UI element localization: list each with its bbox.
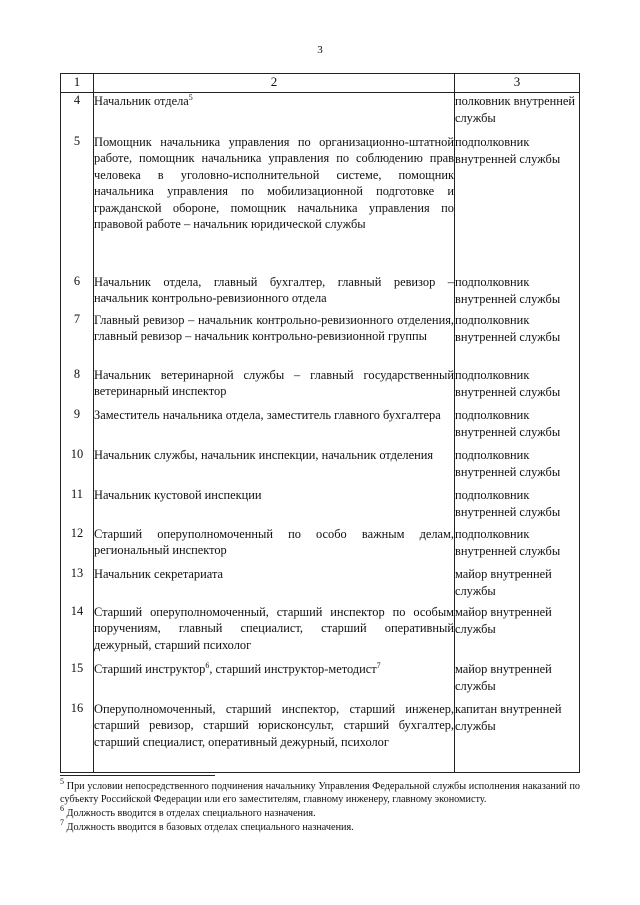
rank-cell: майор внутренней службы — [455, 604, 580, 661]
rank-cell: подполковник внутренней службы — [455, 447, 580, 487]
position-cell: Начальник ветеринарной службы – главный государственный ветеринарный инспектор — [94, 367, 455, 407]
row-number: 16 — [61, 701, 94, 773]
position-cell: Начальник секретариата — [94, 566, 455, 604]
footnote — [60, 818, 580, 834]
table-row — [61, 274, 580, 312]
table-row — [61, 93, 580, 134]
table-row — [61, 526, 580, 566]
rank-cell: майор внутренней службы — [455, 661, 580, 701]
table-row — [61, 407, 580, 447]
table-row — [61, 447, 580, 487]
position-cell: Заместитель начальника отдела, заместитель главного бухгалтера — [94, 407, 455, 447]
table-row — [61, 487, 580, 526]
row-number: 10 — [61, 447, 94, 487]
row-number: 15 — [61, 661, 94, 701]
row-number: 13 — [61, 566, 94, 604]
rank-cell: подполковник внутренней службы — [455, 312, 580, 367]
footnote-text: Должность вводится в отделах специального назначения. — [66, 808, 316, 819]
table-row — [61, 661, 580, 701]
row-number: 8 — [61, 367, 94, 407]
rank-cell: подполковник внутренней службы — [455, 134, 580, 274]
position-cell — [94, 661, 455, 701]
footnotes — [60, 777, 580, 835]
table-row — [61, 701, 580, 773]
rank-cell: подполковник внутренней службы — [455, 274, 580, 312]
footnote-ref: 5 — [188, 93, 193, 102]
row-number: 7 — [61, 312, 94, 367]
position-cell: Оперуполномоченный, старший инспектор, старший инженер, старший ревизор, старший юрисконсульт, старший бухгалтер, старший специалист, оперативный дежурный, психолог — [94, 701, 455, 773]
table-row — [61, 604, 580, 661]
position-cell — [94, 93, 455, 134]
row-number: 6 — [61, 274, 94, 312]
position-text: Старший инструктор — [94, 661, 206, 676]
row-number: 12 — [61, 526, 94, 566]
footnote — [60, 777, 580, 806]
rank-cell: капитан внутренней службы — [455, 701, 580, 773]
footnote-ref: 6 — [205, 660, 210, 670]
header-col-3: 3 — [455, 74, 580, 93]
table-header-row — [61, 74, 580, 93]
position-cell: Старший оперуполномоченный, старший инспектор по особым поручениям, главный специалист, старший оперативный дежурный, старший психолог — [94, 604, 455, 661]
row-number: 11 — [61, 487, 94, 526]
position-cell: Начальник отдела, главный бухгалтер, главный ревизор – начальник контрольно-ревизионного отдела — [94, 274, 455, 312]
footnote-mark: 6 — [60, 804, 64, 813]
rank-cell: подполковник внутренней службы — [455, 367, 580, 407]
rank-cell: подполковник внутренней службы — [455, 526, 580, 566]
row-number: 14 — [61, 604, 94, 661]
footnote-mark: 7 — [60, 818, 64, 827]
header-col-1: 1 — [61, 74, 94, 93]
table-row — [61, 312, 580, 367]
footnote-separator — [60, 775, 215, 776]
position-cell: Помощник начальника управления по организационно-штатной работе, помощник начальника управления по соблюдению прав человека в уголовно-исполнительной системе, помощник начальника управления по мобилизационной подготовке и гражданской обороне, помощник начальника управления по правовой работе – начальник юридической службы — [94, 134, 455, 274]
position-cell: Начальник кустовой инспекции — [94, 487, 455, 526]
rank-cell: майор внутренней службы — [455, 566, 580, 604]
position-text: , старший инструктор-методист — [209, 661, 377, 676]
footnote-ref: 7 — [376, 660, 381, 670]
table-row — [61, 134, 580, 274]
position-cell: Главный ревизор – начальник контрольно-ревизионного отделения, главный ревизор – начальник контрольно-ревизионной группы — [94, 312, 455, 367]
rank-cell: подполковник внутренней службы — [455, 487, 580, 526]
footnote — [60, 804, 580, 820]
rank-cell: полковник внутренней службы — [455, 93, 580, 134]
header-col-2: 2 — [94, 74, 455, 93]
page-number: 3 — [317, 44, 323, 56]
row-number: 5 — [61, 134, 94, 274]
footnote-text: Должность вводится в базовых отделах специального назначения. — [66, 822, 354, 833]
footnote-mark: 5 — [60, 777, 64, 786]
row-number: 4 — [61, 93, 94, 134]
table-row — [61, 566, 580, 604]
table-row — [61, 367, 580, 407]
position-cell: Старший оперуполномоченный по особо важным делам, региональный инспектор — [94, 526, 455, 566]
positions-table — [60, 73, 580, 773]
row-number: 9 — [61, 407, 94, 447]
rank-cell: подполковник внутренней службы — [455, 407, 580, 447]
position-text: Начальник отдела — [94, 94, 189, 108]
position-cell: Начальник службы, начальник инспекции, начальник отделения — [94, 447, 455, 487]
footnote-text: При условии непосредственного подчинения начальнику Управления Федеральной службы исполнения наказаний по субъекту Российской Федерации или его заместителям, главному инженеру, главному экономисту. — [60, 781, 580, 805]
